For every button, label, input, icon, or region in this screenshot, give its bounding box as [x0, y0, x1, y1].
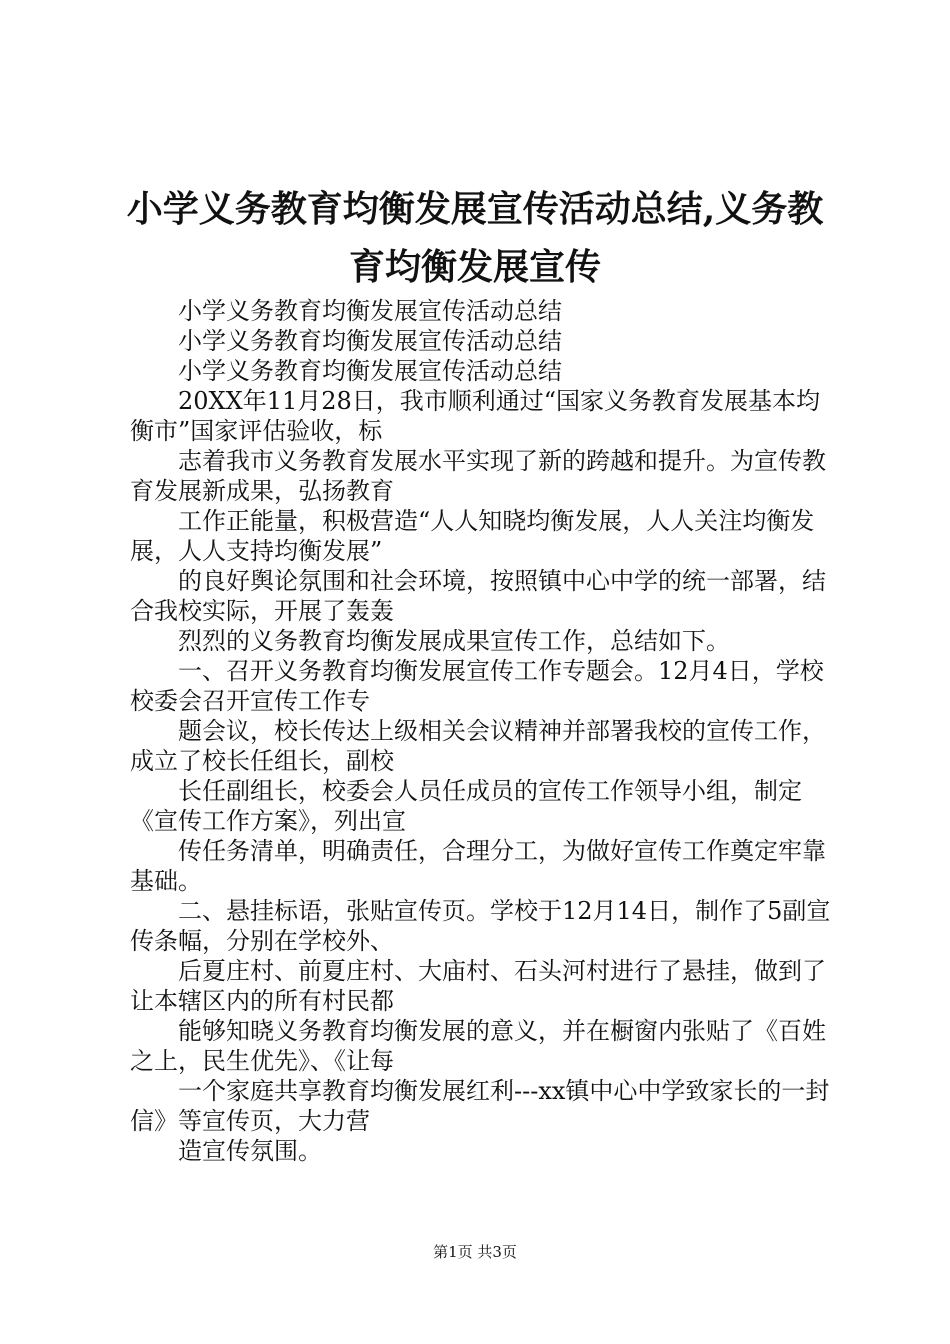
- paragraph: 烈烈的义务教育均衡发展成果宣传工作，总结如下。: [178, 627, 730, 655]
- paragraph: 小学义务教育均衡发展宣传活动总结: [178, 357, 562, 385]
- paragraph: 小学义务教育均衡发展宣传活动总结: [178, 327, 562, 355]
- paragraph: 后夏庄村、前夏庄村、大庙村、石头河村进行了悬挂，做到了让本辖区内的所有村民都: [130, 957, 826, 1015]
- paragraph: 小学义务教育均衡发展宣传活动总结: [178, 297, 562, 325]
- paragraph: 长任副组长，校委会人员任成员的宣传工作领导小组，制定《宣传工作方案》，列出宣: [130, 777, 802, 835]
- document-title: 小学义务教育均衡发展宣传活动总结,义务教育均衡发展宣传: [126, 188, 824, 288]
- paragraph: 一、召开义务教育均衡发展宣传工作专题会。12月4日，学校校委会召开宣传工作专: [130, 657, 824, 715]
- paragraph: 造宣传氛围。: [178, 1137, 322, 1165]
- paragraph: 一个家庭共享教育均衡发展红利---xx镇中心中学致家长的一封信》等宣传页，大力营: [130, 1077, 830, 1135]
- page-footer: 第1页 共3页: [433, 1243, 517, 1261]
- paragraph: 传任务清单，明确责任，合理分工，为做好宣传工作奠定牢靠基础。: [130, 837, 826, 895]
- document-body: [130, 296, 842, 1166]
- paragraph: 工作正能量，积极营造“人人知晓均衡发展，人人关注均衡发展，人人支持均衡发展”: [130, 507, 815, 565]
- paragraph: 题会议，校长传达上级相关会议精神并部署我校的宣传工作，成立了校长任组长，副校: [130, 717, 826, 775]
- paragraph: 20XX年11月28日，我市顺利通过“国家义务教育发展基本均衡市”国家评估验收，标: [130, 387, 821, 445]
- paragraph: 志着我市义务教育发展水平实现了新的跨越和提升。为宣传教育发展新成果，弘扬教育: [130, 447, 826, 505]
- paragraph: 能够知晓义务教育均衡发展的意义，并在橱窗内张贴了《百姓之上，民生优先》、《让每: [130, 1017, 826, 1075]
- paragraph: 的良好舆论氛围和社会环境，按照镇中心中学的统一部署，结合我校实际，开展了轰轰: [130, 567, 826, 625]
- paragraph: 二、悬挂标语，张贴宣传页。学校于12月14日，制作了5副宣传条幅，分别在学校外、: [130, 897, 831, 955]
